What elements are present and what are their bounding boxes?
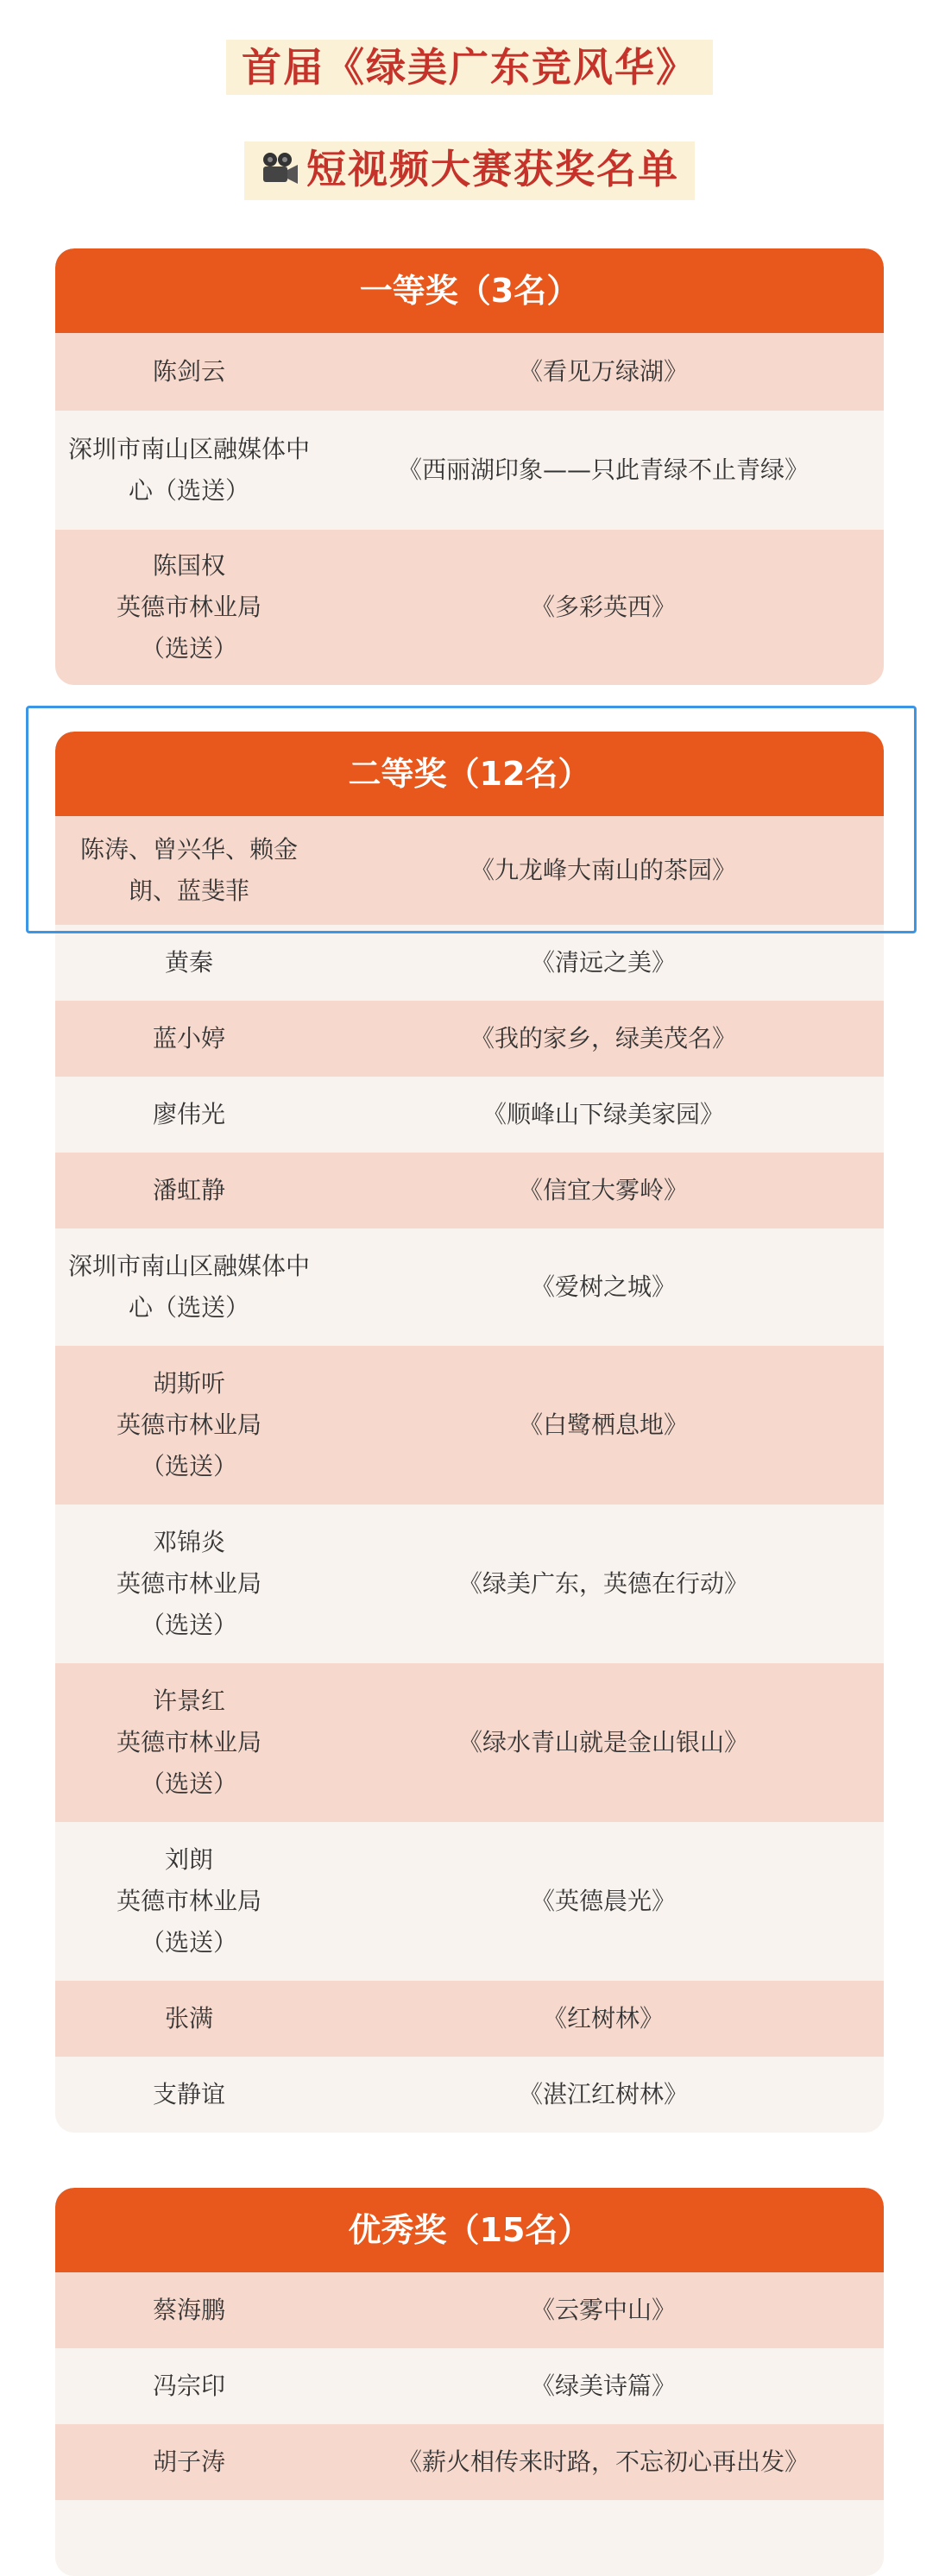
winner-name-line: 胡子涛: [152, 2447, 225, 2476]
winner-name: [55, 2366, 323, 2407]
page-subtitle: [244, 141, 695, 200]
winner-name: [55, 1246, 323, 1329]
award-row: [55, 2424, 884, 2500]
winner-name-line: （选送）: [140, 1611, 237, 1639]
award-row: [55, 333, 884, 411]
winner-name-line: 蓝小婷: [152, 1024, 225, 1052]
award-row: [55, 530, 884, 685]
award-row: [55, 411, 884, 530]
winner-name: [55, 429, 323, 512]
winner-name-line: （选送）: [140, 1928, 237, 1957]
work-title: 《云雾中山》: [530, 2296, 676, 2324]
winner-name-line: 英德市林业局: [116, 593, 262, 621]
award-row: [55, 1228, 884, 1346]
winner-name-line: 英德市林业局: [116, 1411, 262, 1439]
work-title: 《清远之美》: [530, 948, 676, 977]
winner-name: [55, 1018, 323, 1059]
winner-name-line: 心（选送）: [128, 1293, 249, 1322]
title-line-2-wrap: [0, 141, 939, 200]
winner-name: [55, 2290, 323, 2331]
winner-name: [55, 545, 323, 669]
award-row: [55, 2272, 884, 2348]
award-section: [55, 248, 884, 685]
winner-name-line: 英德市林业局: [116, 1728, 262, 1756]
winner-name-line: 潘虹静: [152, 1176, 225, 1204]
award-row: [55, 1001, 884, 1077]
work-title: 《我的家乡，绿美茂名》: [470, 1024, 736, 1052]
award-row: [55, 1981, 884, 2057]
movie-camera-icon: [260, 145, 299, 200]
winner-name: [55, 1998, 323, 2039]
section-title: 优秀奖（15名）: [55, 2188, 884, 2272]
work-title: 《白鹭栖息地》: [518, 1411, 688, 1439]
winner-name: [55, 1839, 323, 1963]
section-title: 二等奖（12名）: [55, 732, 884, 816]
winner-name-line: （选送）: [140, 1769, 237, 1798]
work-title: 《湛江红树林》: [518, 2080, 688, 2108]
winner-name-line: 朗、蓝斐菲: [128, 876, 249, 905]
award-row: [55, 2057, 884, 2133]
winner-name: [55, 1170, 323, 1211]
section-title: 一等奖（3名）: [55, 248, 884, 333]
work-title: 《九龙峰大南山的茶园》: [470, 856, 736, 884]
winner-name: [55, 1522, 323, 1646]
work-title: 《英德晨光》: [530, 1887, 676, 1915]
award-section: [55, 732, 884, 2133]
work-title: 《看见万绿湖》: [518, 357, 688, 386]
award-row: [55, 1077, 884, 1153]
winner-name-line: 支静谊: [152, 2080, 225, 2108]
work-title: 《多彩英西》: [530, 593, 676, 621]
subtitle-text: 短视频大赛获奖名单: [306, 146, 679, 192]
winner-name-line: 黄秦: [164, 948, 213, 977]
winner-name: [55, 829, 323, 912]
award-row: [55, 1505, 884, 1663]
winner-name: [55, 2074, 323, 2115]
award-row: [55, 2500, 884, 2576]
page-title: 首届《绿美广东竞风华》: [226, 40, 713, 95]
award-row: [55, 925, 884, 1001]
award-row: [55, 1153, 884, 1228]
winner-name-line: 陈剑云: [152, 357, 225, 386]
winner-name: [55, 1363, 323, 1487]
winner-name-line: 蔡海鹏: [152, 2296, 225, 2324]
winner-name-line: 陈国权: [152, 551, 225, 580]
award-row: [55, 2348, 884, 2424]
title-line-1-wrap: [0, 40, 939, 95]
winner-name-line: 廖伟光: [152, 1100, 225, 1128]
work-title: 《西丽湖印象——只此青绿不止青绿》: [397, 456, 809, 484]
award-row: [55, 816, 884, 925]
award-section: [55, 2188, 884, 2576]
winner-name-line: 英德市林业局: [116, 1887, 262, 1915]
work-title: 《红树林》: [542, 2004, 664, 2033]
winner-name-line: （选送）: [140, 1452, 237, 1480]
award-row: [55, 1822, 884, 1981]
winner-name-line: 深圳市南山区融媒体中: [67, 1252, 310, 1280]
winner-name: [55, 1681, 323, 1805]
winner-name-line: 张满: [164, 2004, 213, 2033]
work-title: 《信宜大雾岭》: [518, 1176, 688, 1204]
winner-name: [55, 351, 323, 393]
work-title: 《爱树之城》: [530, 1272, 676, 1301]
winner-name-line: 许景红: [152, 1687, 225, 1715]
winner-name-line: 刘朗: [164, 1845, 213, 1874]
award-row: [55, 1663, 884, 1822]
winner-name-line: 深圳市南山区融媒体中: [67, 435, 310, 463]
work-title: 《绿美广东，英德在行动》: [457, 1569, 748, 1598]
winner-name-line: （选送）: [140, 634, 237, 663]
winner-name-line: 胡斯听: [152, 1369, 225, 1398]
winner-name-line: 冯宗印: [152, 2372, 225, 2400]
award-row: [55, 1346, 884, 1505]
winner-name: [55, 2441, 323, 2483]
winner-name: [55, 1094, 323, 1135]
work-title: 《绿水青山就是金山银山》: [457, 1728, 748, 1756]
winner-name-line: 陈涛、曾兴华、赖金: [79, 835, 298, 864]
work-title: 《顺峰山下绿美家园》: [482, 1100, 724, 1128]
winner-name-line: 心（选送）: [128, 476, 249, 505]
work-title: 《绿美诗篇》: [530, 2372, 676, 2400]
work-title: 《薪火相传来时路，不忘初心再出发》: [397, 2447, 809, 2476]
winner-name: [55, 942, 323, 983]
winner-name-line: 邓锦炎: [152, 1528, 225, 1556]
winner-name-line: 英德市林业局: [116, 1569, 262, 1598]
